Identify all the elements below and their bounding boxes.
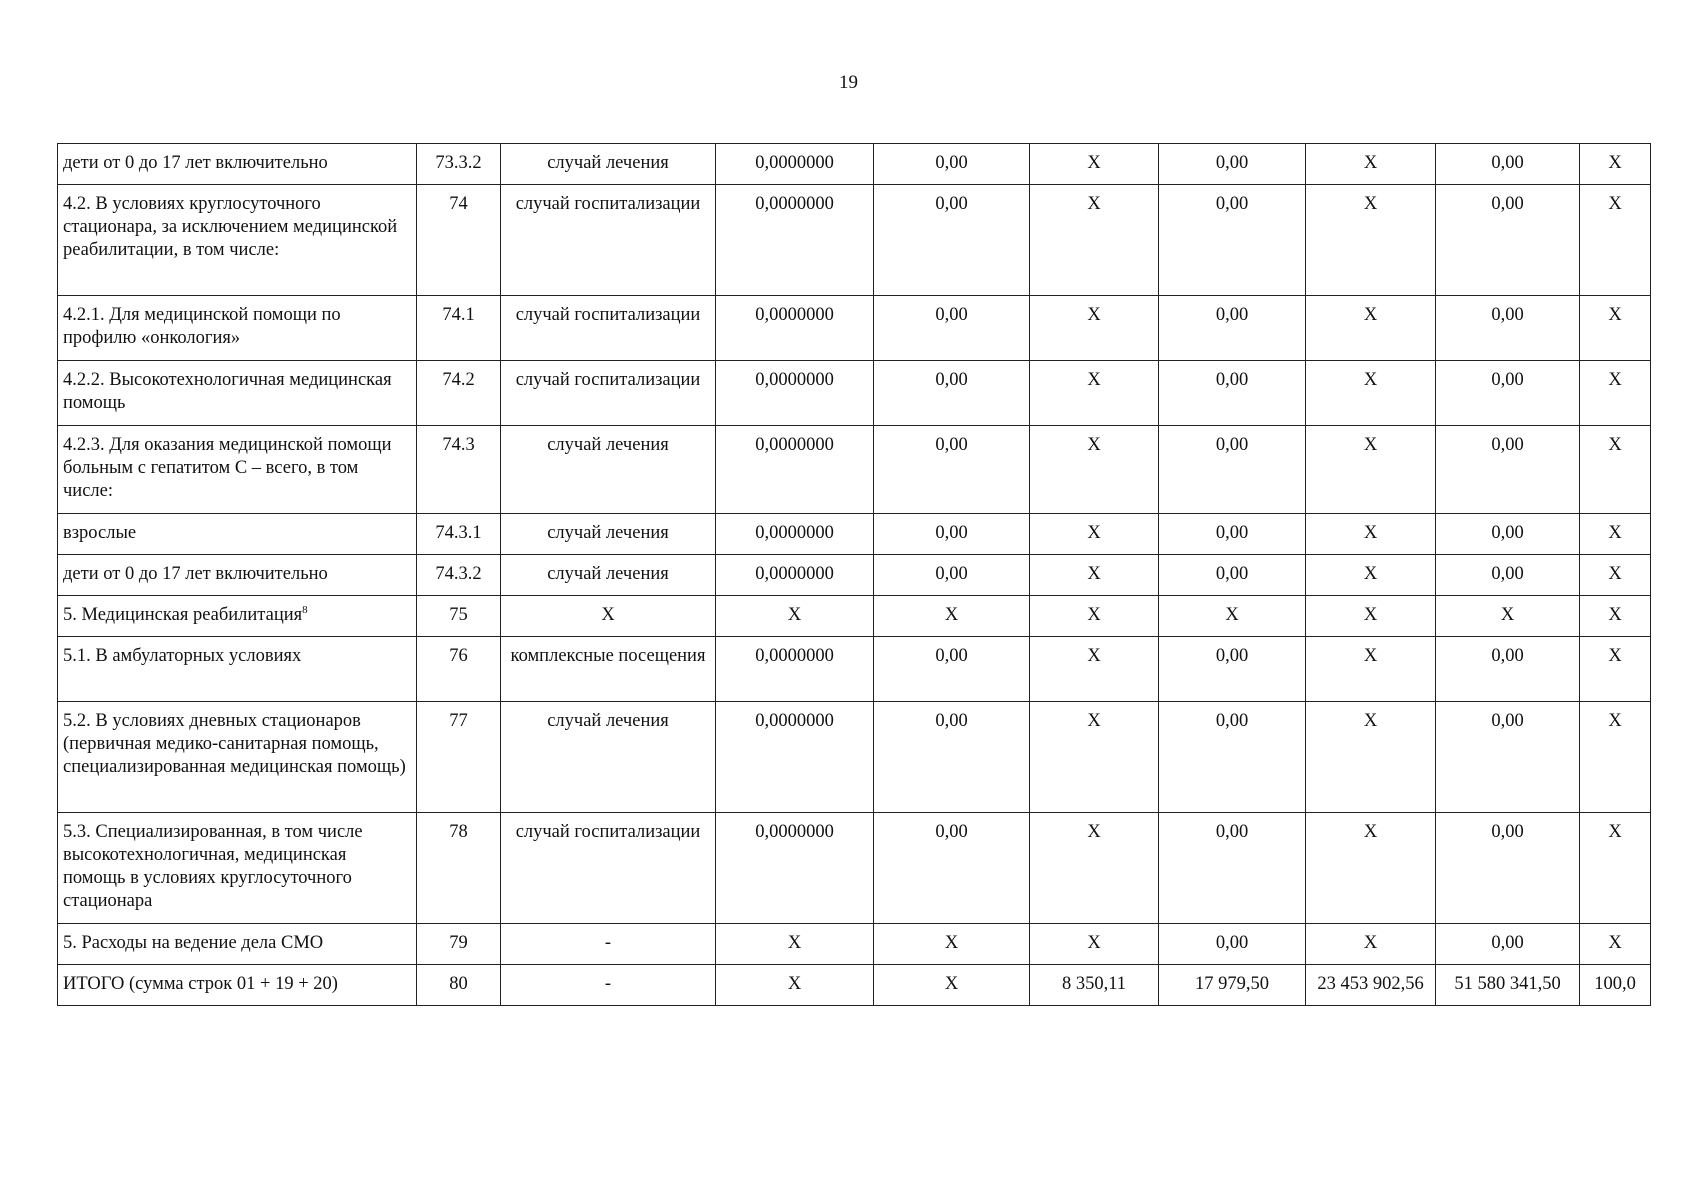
row-code-cell <box>417 924 501 965</box>
row-col8-text: Х <box>1363 435 1378 455</box>
row-unit-text: случай госпитализации <box>515 305 701 325</box>
row-col10-cell <box>1580 361 1651 426</box>
row-col4-text: Х <box>787 605 802 625</box>
row-unit-text: случай госпитализации <box>515 822 701 842</box>
row-col6-text: Х <box>1087 646 1101 666</box>
row-col6-cell <box>1030 924 1159 965</box>
row-col8-cell <box>1306 514 1436 555</box>
row-col10-cell <box>1580 596 1651 637</box>
row-col8-cell <box>1306 702 1436 813</box>
row-col7-cell <box>1159 555 1306 596</box>
row-col4-text: Х <box>787 933 802 953</box>
row-col10-text: Х <box>1608 711 1622 731</box>
row-col4-text: 0,0000000 <box>755 370 834 390</box>
row-col6-text: Х <box>1087 435 1101 455</box>
row-unit-text: - <box>604 974 612 994</box>
row-col7-cell <box>1159 637 1306 702</box>
row-col6-text: Х <box>1087 370 1101 390</box>
row-code-text: 74 <box>449 194 468 214</box>
row-col5-cell <box>874 296 1030 361</box>
row-col8-text: Х <box>1363 646 1378 666</box>
row-col5-cell <box>874 596 1030 637</box>
table-row <box>58 555 1651 596</box>
row-col10-text: Х <box>1608 194 1622 214</box>
row-col8-cell <box>1306 924 1436 965</box>
row-code-cell <box>417 813 501 924</box>
row-unit-text: - <box>604 933 612 953</box>
row-col8-text: 23 453 902,56 <box>1317 974 1424 994</box>
row-col7-text: 0,00 <box>1215 822 1249 842</box>
row-col6-text: Х <box>1087 564 1101 584</box>
row-col8-cell <box>1306 185 1436 296</box>
row-col10-cell <box>1580 296 1651 361</box>
row-col6-text: 8 350,11 <box>1061 974 1127 994</box>
row-col9-text: 0,00 <box>1491 194 1524 214</box>
row-col9-cell <box>1436 965 1580 1006</box>
row-col5-text: Х <box>944 605 959 625</box>
row-col6-text: Х <box>1087 194 1101 214</box>
row-col6-cell <box>1030 185 1159 296</box>
row-col4-text: Х <box>787 974 802 994</box>
row-col7-text: 0,00 <box>1215 370 1249 390</box>
row-col5-text: 0,00 <box>935 153 968 173</box>
row-code-cell <box>417 185 501 296</box>
row-code-cell <box>417 637 501 702</box>
row-unit-cell <box>501 426 716 514</box>
row-col9-text: 0,00 <box>1491 933 1524 953</box>
row-unit-cell <box>501 361 716 426</box>
row-col8-cell <box>1306 555 1436 596</box>
row-col8-cell <box>1306 596 1436 637</box>
row-col6-cell <box>1030 426 1159 514</box>
row-col9-text: 0,00 <box>1491 435 1524 455</box>
row-col5-text: 0,00 <box>935 370 968 390</box>
row-col7-cell <box>1159 144 1306 185</box>
row-unit-cell <box>501 924 716 965</box>
row-unit-text: случай госпитализации <box>515 370 701 390</box>
row-col4-text: 0,0000000 <box>755 822 834 842</box>
row-name-text: 4.2.3. Для оказания медицинской помощи больным с гепатитом С – всего, в том числе: <box>63 435 392 501</box>
row-name-cell <box>58 185 417 296</box>
row-col7-cell <box>1159 813 1306 924</box>
row-col9-text: 0,00 <box>1491 564 1524 584</box>
row-col5-cell <box>874 426 1030 514</box>
row-code-cell <box>417 702 501 813</box>
row-col9-text: 0,00 <box>1491 822 1524 842</box>
row-col9-cell <box>1436 426 1580 514</box>
table-row <box>58 965 1651 1006</box>
row-unit-text: комплексные посещения <box>510 646 706 666</box>
row-col9-text: 0,00 <box>1491 153 1524 173</box>
row-col5-text: 0,00 <box>935 711 968 731</box>
row-name-cell <box>58 144 417 185</box>
row-name-text: взрослые <box>63 523 137 543</box>
row-col10-text: Х <box>1608 564 1622 584</box>
row-unit-cell <box>501 637 716 702</box>
row-col9-text: Х <box>1500 605 1515 625</box>
row-col4-cell <box>716 702 874 813</box>
row-col5-text: 0,00 <box>935 305 968 325</box>
row-code-text: 74.1 <box>442 305 475 325</box>
row-col9-text: 51 580 341,50 <box>1454 974 1561 994</box>
row-col10-cell <box>1580 144 1651 185</box>
row-name-text: 5.1. В амбулаторных условиях <box>63 646 302 666</box>
row-col10-text: 100,0 <box>1594 974 1636 994</box>
row-name-text: 4.2.1. Для медицинской помощи по профилю «онкология» <box>63 305 341 348</box>
row-unit-cell <box>501 965 716 1006</box>
row-col7-cell <box>1159 296 1306 361</box>
row-name-text: 4.2.2. Высокотехнологичная медицинская помощь <box>63 370 392 413</box>
row-col10-text: Х <box>1608 822 1622 842</box>
row-unit-text: случай лечения <box>547 435 669 455</box>
row-name-cell <box>58 296 417 361</box>
table-row <box>58 361 1651 426</box>
row-name-text: дети от 0 до 17 лет включительно <box>63 564 328 584</box>
row-col7-text: 0,00 <box>1215 711 1249 731</box>
row-unit-text: случай лечения <box>547 564 669 584</box>
row-code-cell <box>417 296 501 361</box>
row-code-text: 79 <box>449 933 468 953</box>
row-name-text: 5. Медицинская реабилитация <box>63 605 303 625</box>
row-code-text: 77 <box>449 711 468 731</box>
row-col4-cell <box>716 924 874 965</box>
row-unit-cell <box>501 813 716 924</box>
row-code-text: 78 <box>449 822 468 842</box>
row-col5-text: Х <box>944 974 959 994</box>
row-col4-text: 0,0000000 <box>755 435 834 455</box>
row-unit-cell <box>501 514 716 555</box>
row-col6-text: Х <box>1087 711 1101 731</box>
row-code-text: 74.3.2 <box>435 564 482 584</box>
row-col5-text: 0,00 <box>935 564 968 584</box>
row-name-cell <box>58 965 417 1006</box>
row-unit-text: Х <box>601 605 615 625</box>
row-code-cell <box>417 514 501 555</box>
row-name-cell <box>58 924 417 965</box>
row-col6-text: Х <box>1087 523 1101 543</box>
row-col9-cell <box>1436 296 1580 361</box>
row-col10-text: Х <box>1608 523 1622 543</box>
table-body <box>58 144 1651 1006</box>
row-col9-cell <box>1436 555 1580 596</box>
table-row <box>58 702 1651 813</box>
row-col7-text: Х <box>1225 605 1239 625</box>
row-name-cell <box>58 426 417 514</box>
row-col5-text: 0,00 <box>935 646 968 666</box>
row-col7-text: 0,00 <box>1215 933 1249 953</box>
row-col7-text: 17 979,50 <box>1195 974 1269 994</box>
row-col9-cell <box>1436 596 1580 637</box>
row-col8-text: Х <box>1363 822 1378 842</box>
row-col5-cell <box>874 185 1030 296</box>
row-unit-text: случай лечения <box>547 153 669 173</box>
row-unit-cell <box>501 702 716 813</box>
row-code-cell <box>417 144 501 185</box>
row-col9-text: 0,00 <box>1491 305 1524 325</box>
row-code-text: 76 <box>449 646 468 666</box>
row-col7-cell <box>1159 596 1306 637</box>
row-col10-cell <box>1580 813 1651 924</box>
row-col4-text: 0,0000000 <box>755 194 834 214</box>
row-col8-text: Х <box>1363 933 1378 953</box>
row-col7-cell <box>1159 185 1306 296</box>
row-col9-cell <box>1436 813 1580 924</box>
row-col10-cell <box>1580 965 1651 1006</box>
table-row <box>58 185 1651 296</box>
row-col8-text: Х <box>1363 711 1378 731</box>
row-code-text: 74.3.1 <box>435 523 482 543</box>
row-col8-text: Х <box>1363 153 1378 173</box>
row-col7-text: 0,00 <box>1215 435 1249 455</box>
row-name-text: дети от 0 до 17 лет включительно <box>63 153 328 173</box>
row-col10-cell <box>1580 924 1651 965</box>
row-col6-cell <box>1030 514 1159 555</box>
row-col5-cell <box>874 555 1030 596</box>
row-name-cell <box>58 514 417 555</box>
table-row <box>58 596 1651 637</box>
row-col6-cell <box>1030 596 1159 637</box>
row-col7-text: 0,00 <box>1215 523 1249 543</box>
row-col10-text: Х <box>1608 370 1622 390</box>
row-col4-cell <box>716 514 874 555</box>
row-col4-text: 0,0000000 <box>755 646 834 666</box>
row-col9-cell <box>1436 637 1580 702</box>
row-col4-text: 0,0000000 <box>755 305 834 325</box>
report-table <box>57 143 1651 1006</box>
row-col4-text: 0,0000000 <box>755 564 834 584</box>
row-col5-text: 0,00 <box>935 194 968 214</box>
row-col7-cell <box>1159 361 1306 426</box>
row-col8-cell <box>1306 637 1436 702</box>
table-row <box>58 514 1651 555</box>
row-col10-text: Х <box>1608 933 1622 953</box>
row-name-cell <box>58 702 417 813</box>
row-col9-cell <box>1436 702 1580 813</box>
row-col4-cell <box>716 965 874 1006</box>
row-col10-cell <box>1580 185 1651 296</box>
row-col8-cell <box>1306 813 1436 924</box>
row-col7-cell <box>1159 426 1306 514</box>
row-col6-cell <box>1030 144 1159 185</box>
footnote-marker: 8 <box>302 603 308 616</box>
row-col10-cell <box>1580 555 1651 596</box>
row-col8-cell <box>1306 361 1436 426</box>
row-unit-text: случай лечения <box>547 523 669 543</box>
row-col6-cell <box>1030 296 1159 361</box>
row-col5-text: 0,00 <box>935 523 968 543</box>
row-col8-text: Х <box>1363 194 1378 214</box>
row-col5-cell <box>874 924 1030 965</box>
row-col4-cell <box>716 185 874 296</box>
table-row <box>58 426 1651 514</box>
row-name-text: 4.2. В условиях круглосуточного стационара, за исключением медицинской реабилитации, в том числе: <box>63 194 398 260</box>
row-name-text: ИТОГО (сумма строк 01 + 19 + 20) <box>63 974 338 994</box>
row-col5-text: 0,00 <box>935 435 968 455</box>
row-col7-cell <box>1159 965 1306 1006</box>
row-unit-cell <box>501 185 716 296</box>
row-col8-cell <box>1306 965 1436 1006</box>
row-col7-text: 0,00 <box>1215 305 1249 325</box>
row-col6-cell <box>1030 555 1159 596</box>
row-col8-text: Х <box>1363 523 1378 543</box>
row-col10-cell <box>1580 426 1651 514</box>
table-row <box>58 144 1651 185</box>
row-col7-text: 0,00 <box>1215 564 1249 584</box>
row-col4-cell <box>716 596 874 637</box>
row-col9-cell <box>1436 361 1580 426</box>
row-col4-cell <box>716 296 874 361</box>
row-col4-cell <box>716 813 874 924</box>
table-row <box>58 813 1651 924</box>
row-unit-text: случай госпитализации <box>515 194 701 214</box>
row-col4-cell <box>716 555 874 596</box>
row-col8-text: Х <box>1363 370 1378 390</box>
row-col7-cell <box>1159 514 1306 555</box>
row-col5-text: 0,00 <box>935 822 968 842</box>
row-code-cell <box>417 555 501 596</box>
row-unit-text: случай лечения <box>547 711 669 731</box>
row-code-text: 75 <box>449 605 468 625</box>
row-col6-cell <box>1030 637 1159 702</box>
row-col7-text: 0,00 <box>1215 646 1249 666</box>
row-col10-text: Х <box>1608 153 1622 173</box>
row-col8-cell <box>1306 144 1436 185</box>
row-code-text: 74.3 <box>442 435 475 455</box>
row-col4-text: 0,0000000 <box>755 153 834 173</box>
row-col4-cell <box>716 144 874 185</box>
row-col5-cell <box>874 813 1030 924</box>
row-code-text: 80 <box>449 974 468 994</box>
row-col9-text: 0,00 <box>1491 711 1524 731</box>
row-col8-cell <box>1306 426 1436 514</box>
row-col6-cell <box>1030 965 1159 1006</box>
row-col5-cell <box>874 965 1030 1006</box>
row-name-text: 5.3. Специализированная, в том числе высокотехнологичная, медицинская помощь в условиях круглосуточного стационара <box>63 822 363 911</box>
row-code-text: 74.2 <box>442 370 475 390</box>
row-col10-text: Х <box>1608 646 1622 666</box>
row-col6-cell <box>1030 361 1159 426</box>
row-col6-text: Х <box>1087 605 1101 625</box>
row-col7-cell <box>1159 702 1306 813</box>
row-name-text: 5.2. В условиях дневных стационаров (первичная медико-санитарная помощь, специализированная медицинская помощь) <box>63 711 406 777</box>
row-code-cell <box>417 596 501 637</box>
row-col7-cell <box>1159 924 1306 965</box>
row-col4-cell <box>716 361 874 426</box>
row-col6-text: Х <box>1087 153 1101 173</box>
row-col9-text: 0,00 <box>1491 370 1524 390</box>
row-col9-cell <box>1436 514 1580 555</box>
row-code-cell <box>417 361 501 426</box>
row-unit-cell <box>501 296 716 361</box>
row-col8-text: Х <box>1363 564 1378 584</box>
row-unit-cell <box>501 555 716 596</box>
row-col5-cell <box>874 361 1030 426</box>
row-col8-text: Х <box>1363 605 1378 625</box>
row-col5-cell <box>874 637 1030 702</box>
row-col5-text: Х <box>944 933 959 953</box>
row-col10-text: Х <box>1608 305 1622 325</box>
row-name-cell <box>58 596 417 637</box>
row-code-cell <box>417 965 501 1006</box>
row-col9-text: 0,00 <box>1491 646 1524 666</box>
row-col8-text: Х <box>1363 305 1378 325</box>
table-row <box>58 924 1651 965</box>
row-col10-cell <box>1580 637 1651 702</box>
table-row <box>58 296 1651 361</box>
row-code-cell <box>417 426 501 514</box>
row-name-cell <box>58 813 417 924</box>
page-number: 19 <box>839 72 858 93</box>
row-col4-cell <box>716 637 874 702</box>
row-col10-cell <box>1580 702 1651 813</box>
row-col4-text: 0,0000000 <box>755 523 834 543</box>
row-name-cell <box>58 637 417 702</box>
row-col7-text: 0,00 <box>1215 194 1249 214</box>
row-col7-text: 0,00 <box>1215 153 1249 173</box>
row-name-cell <box>58 555 417 596</box>
row-name-cell <box>58 361 417 426</box>
row-col4-text: 0,0000000 <box>755 711 834 731</box>
row-col8-cell <box>1306 296 1436 361</box>
row-col9-cell <box>1436 924 1580 965</box>
row-col9-text: 0,00 <box>1491 523 1524 543</box>
table-row <box>58 637 1651 702</box>
row-col6-text: Х <box>1087 933 1101 953</box>
row-col9-cell <box>1436 185 1580 296</box>
row-name-text: 5. Расходы на ведение дела СМО <box>63 933 324 953</box>
row-col6-text: Х <box>1087 822 1101 842</box>
row-col5-cell <box>874 144 1030 185</box>
row-col10-text: Х <box>1608 435 1622 455</box>
row-col6-cell <box>1030 702 1159 813</box>
row-col6-text: Х <box>1087 305 1101 325</box>
row-unit-cell <box>501 596 716 637</box>
row-col4-cell <box>716 426 874 514</box>
row-col6-cell <box>1030 813 1159 924</box>
row-col5-cell <box>874 514 1030 555</box>
row-col5-cell <box>874 702 1030 813</box>
row-col10-text: Х <box>1608 605 1622 625</box>
row-col9-cell <box>1436 144 1580 185</box>
row-unit-cell <box>501 144 716 185</box>
row-col10-cell <box>1580 514 1651 555</box>
row-code-text: 73.3.2 <box>435 153 482 173</box>
